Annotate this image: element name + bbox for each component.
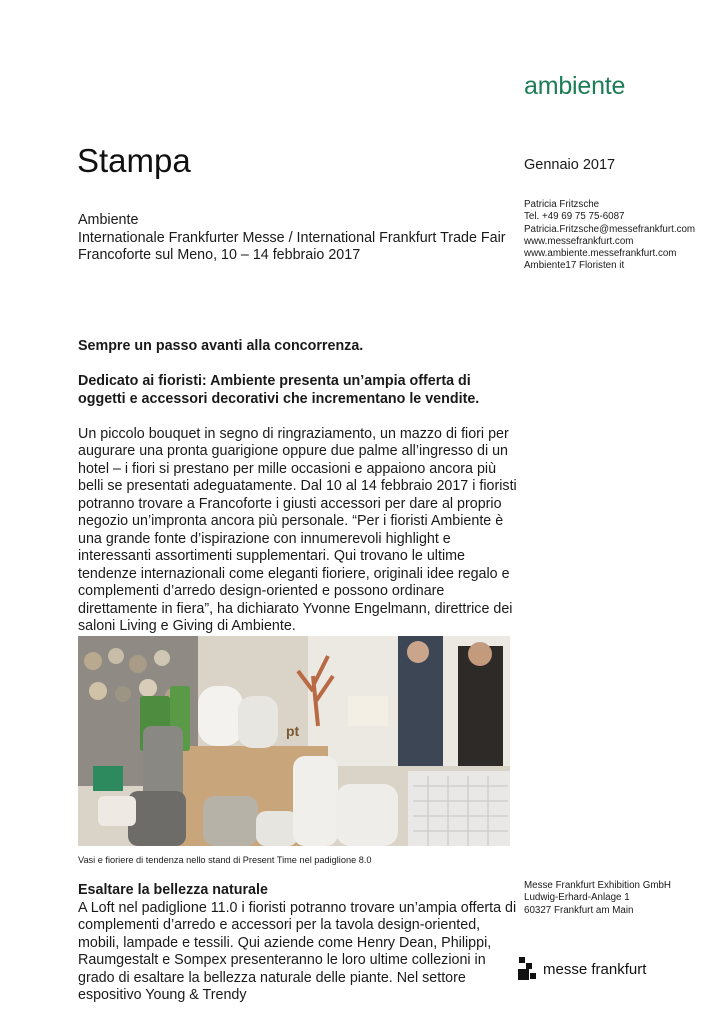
- company-city: 60327 Frankfurt am Main: [524, 904, 634, 916]
- contact-name: Patricia Fritzsche: [524, 199, 600, 210]
- event-full-name: Internationale Frankfurter Messe / International Frankfurt Trade Fair: [78, 229, 506, 246]
- release-date: Gennaio 2017: [524, 157, 616, 173]
- company-name: Messe Frankfurt Exhibition GmbH: [524, 880, 672, 891]
- ambiente-logo: ambiente: [524, 72, 626, 100]
- event-info: [78, 212, 518, 265]
- section-text: A Loft nel padiglione 11.0 i fioristi potranno trovare un’ampia offerta di complementi d’arredo e accessori per la tavola design-oriented, mobili, lampade e tessili. Qui aziende come Henry Dean, Philippi, Raumgestalt e Sompex presenteranno le loro ultime collezioni in grado di esaltare la bellezza naturale delle piante. Nel settore espositivo Young & Trendy: [78, 899, 517, 1003]
- photo-caption: Vasi e fioriere di tendenza nello stand di Present Time nel padiglione 8.0: [78, 855, 372, 865]
- contact-block: [524, 199, 695, 273]
- messe-frankfurt-logo: [517, 956, 646, 982]
- website-link[interactable]: www.messefrankfurt.com: [524, 235, 634, 247]
- section-heading: Esaltare la bellezza naturale: [78, 882, 268, 898]
- article-headline: Sempre un passo avanti alla concorrenza.: [78, 338, 364, 354]
- section-natural-beauty: [78, 882, 518, 1005]
- article-body: [78, 338, 518, 653]
- messe-frankfurt-logo-icon: [517, 956, 537, 982]
- page-title: Stampa: [77, 142, 191, 179]
- ambiente-website-link[interactable]: www.ambiente.messefrankfurt.com: [524, 248, 677, 260]
- company-address: [524, 880, 671, 917]
- document-reference: Ambiente17 Floristen it: [524, 260, 625, 272]
- contact-email-link[interactable]: Patricia.Fritzsche@messefrankfurt.com: [524, 223, 696, 235]
- stand-label: pt: [286, 723, 300, 739]
- company-street: Ludwig-Erhard-Anlage 1: [524, 892, 630, 904]
- article-subheadline: Dedicato ai fioristi: Ambiente presenta un’ampia offerta di oggetti e accessori decorativi che incrementano le vendite.: [78, 373, 480, 407]
- article-paragraph: Un piccolo bouquet in segno di ringraziamento, un mazzo di fiori per augurare una pronta guarigione oppure due palme all’ingresso di un hotel – i fiori si prestano per mille occasioni e appaiono ancora più belli se presentati adeguatamente. Dal 10 al 14 febbraio 2017 i fioristi potranno trovare a Francoforte i giusti accessori per dare al proprio negozio un’impronta ancora più personale. “Per i fioristi Ambiente è una grande fonte d’ispirazione con innumerevoli highlight e interessanti assortimenti supplementari. Qui trovano le ultime tendenze internazionali come eleganti fioriere, originali idee regalo e complementi d’arredo design-oriented e possono ordinare direttamente in fiera”, ha dichiarato Yvonne Engelmann, direttrice dei saloni Living e Giving di Ambiente.: [78, 425, 517, 634]
- photo-illustration: [78, 636, 510, 846]
- messe-frankfurt-logo-text: messe frankfurt: [543, 960, 647, 978]
- event-location-dates: Francoforte sul Meno, 10 – 14 febbraio 2017: [78, 247, 361, 263]
- exhibition-photo: [78, 636, 510, 846]
- contact-phone: Tel. +49 69 75 75-6087: [524, 211, 625, 223]
- event-name: Ambiente: [78, 212, 139, 228]
